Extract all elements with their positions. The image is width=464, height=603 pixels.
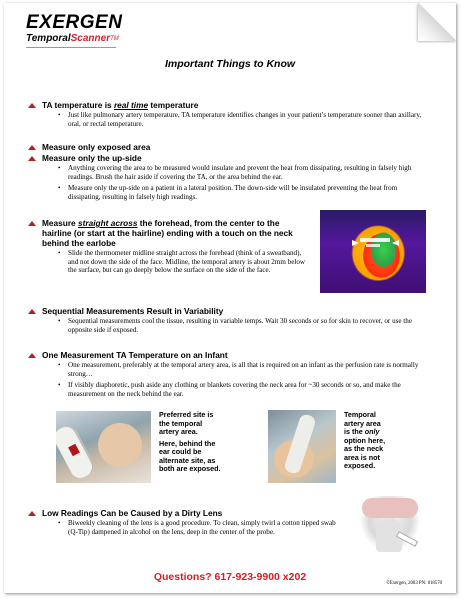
triangle-bullet-icon <box>28 103 36 108</box>
triangle-bullet-icon <box>28 221 36 226</box>
lens-cleaning-photo <box>356 496 424 558</box>
page-title: Important Things to Know <box>164 58 296 70</box>
triangle-bullet-icon <box>28 511 36 516</box>
bullet-item: • Biweekly cleaning of the lens is a good procedure. To clean, simply twirl a cotton tipped swab (Q-Tip) dampened in alcohol on the lens, deep in the center of the probe. <box>58 519 336 536</box>
section-exposed-area <box>28 142 428 152</box>
questions-contact: Questions? 617-923-9900 x202 <box>153 571 307 583</box>
logo-divider <box>26 47 116 48</box>
brand-name: EXERGEN <box>26 12 123 33</box>
caption-right: Temporal artery area is the only option here, as the neck area is not exposed. <box>344 410 386 470</box>
thermal-head-image <box>320 210 426 293</box>
section-sequential <box>28 306 428 334</box>
section-infant <box>28 350 432 398</box>
page-curl <box>418 3 456 41</box>
bullet-item: • Measure only the up-side on a patient in a lateral position. The down-side will be insulated preventing the heat from dissipating, resulting in falsely high readings. <box>58 184 398 201</box>
bullet-item: • Anything covering the area to be measured would insulate and prevent the heat from dissipating, resulting in falsely high readings. Brush the hair aside if covering the TA, or the area behind the ear. <box>58 164 412 181</box>
document-page <box>4 3 456 593</box>
bullet-item: • Slide the thermometer midline straight across the forehead (think of a sweatband), and not down the side of the face. Midline, the temporal artery is about 2mm below the surface, but can go deeply below the surface on the side of the face. <box>58 249 305 275</box>
bullet-item: • If visibly diaphoretic, push aside any clothing or blankets covering the neck area for ~30 seconds or so, and make the measurement on the neck behind the ear. <box>58 381 401 398</box>
copyright-note: ©Exergen, 2003 PN: 818570 <box>386 581 442 586</box>
triangle-bullet-icon <box>28 156 36 161</box>
bullet-item: • Sequential measurements cool the tissue, resulting in variable temps. Wait 30 seconds or so for skin to recover, or use the opposite side if exposed. <box>58 317 412 334</box>
bullet-item: • Just like pulmonary artery temperature, TA temperature identifies changes in your patient’s temperature sooner than axillary, oral, or rectal temperature. <box>58 111 422 128</box>
section-heading: One Measurement TA Temperature on an Infant <box>42 350 228 360</box>
arrow-left-icon <box>392 240 399 246</box>
infant-photo-right <box>268 410 336 483</box>
bullet-item: • One measurement, preferably at the temporal artery area, is all that is required on an infant as the perfusion rate is normally strong… <box>58 361 419 378</box>
infant-photo-left <box>56 411 151 483</box>
section-heading: TA temperature is real time temperature <box>42 100 199 110</box>
triangle-bullet-icon <box>28 309 36 314</box>
section-ta-realtime <box>28 100 428 128</box>
section-straight-across <box>28 218 310 275</box>
product-name: TemporalScanner™ <box>26 33 119 44</box>
section-heading: Measure straight across the forehead, from the center to the hairline (or start at the hairline) ending with a touch on the neck behind the earlobe <box>42 218 293 248</box>
section-heading: Measure only exposed area <box>42 142 151 152</box>
section-heading: Sequential Measurements Result in Variability <box>42 306 224 316</box>
arrow-right-icon <box>352 240 359 246</box>
section-up-side <box>28 153 428 201</box>
caption-left: Preferred site is the temporal artery area. Here, behind the ear could be alternate site, as both are exposed. <box>159 410 221 473</box>
section-heading: Measure only the up-side <box>42 153 142 163</box>
triangle-bullet-icon <box>28 353 36 358</box>
triangle-bullet-icon <box>28 145 36 150</box>
brand-logo <box>26 13 122 45</box>
section-dirty-lens <box>28 508 346 536</box>
section-heading: Low Readings Can be Caused by a Dirty Lens <box>42 508 223 518</box>
